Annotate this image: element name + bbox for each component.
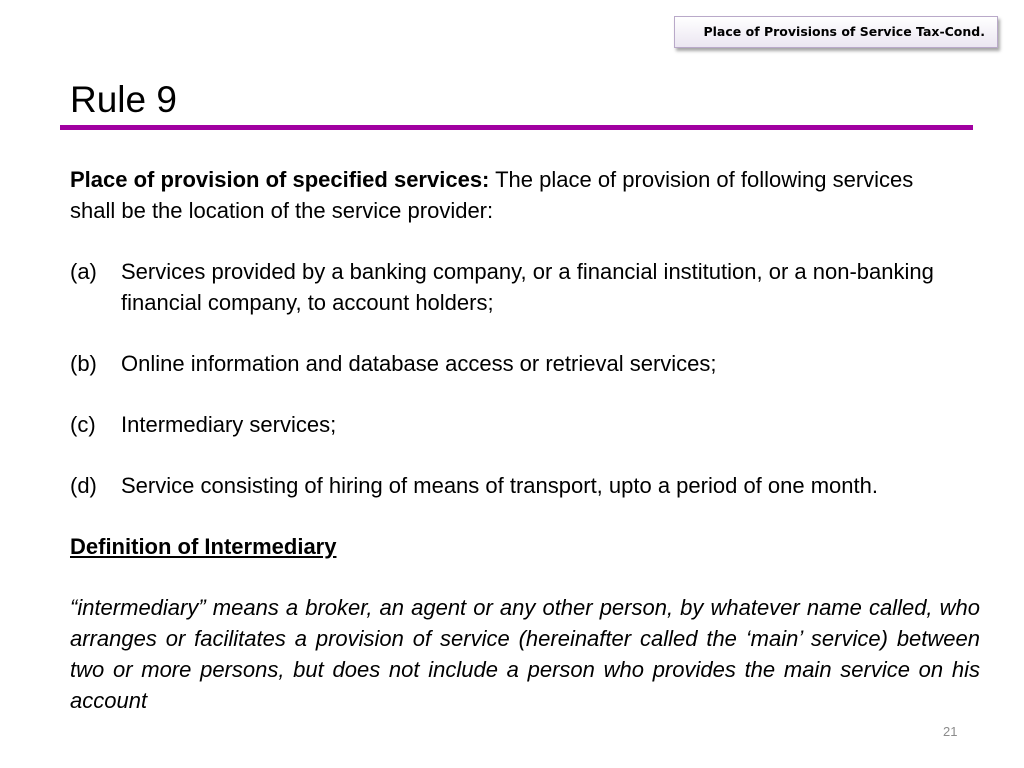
slide-body [70, 164, 980, 716]
list-item-text: Online information and database access or retrieval services; [121, 351, 717, 376]
list-item [70, 256, 980, 318]
list-marker: (c) [70, 412, 96, 437]
intro-text: The place of provision of following services shall be the location of the service provider: [70, 167, 914, 223]
list-marker: (d) [70, 473, 97, 498]
intro-bold-label: Place of provision of specified services: [70, 167, 490, 192]
page-number: 21 [943, 724, 958, 739]
list-item-text: Services provided by a banking company, or a financial institution, or a non-banking financial company, to account holders; [121, 259, 934, 315]
list-item [70, 409, 980, 440]
definition-heading: Definition of Intermediary [70, 534, 337, 559]
list-item [70, 348, 980, 379]
slide-title: Rule 9 [70, 79, 177, 120]
list-item-text: Intermediary services; [121, 412, 337, 437]
definition-text: “intermediary” means a broker, an agent or any other person, by whatever name called, who arranges or facilitates a provision of service (hereinafter called the ‘main’ service) between two or more persons, but does not include a person who provides the main service on his account [70, 595, 980, 713]
list-item-text: Service consisting of hiring of means of transport, upto a period of one month. [121, 473, 878, 498]
list-marker: (b) [70, 351, 97, 376]
list-item [70, 470, 980, 501]
intro-paragraph [70, 164, 955, 226]
section-header-tag: Place of Provisions of Service Tax-Cond. [674, 16, 998, 48]
list-marker: (a) [70, 259, 97, 284]
title-divider [60, 125, 973, 130]
